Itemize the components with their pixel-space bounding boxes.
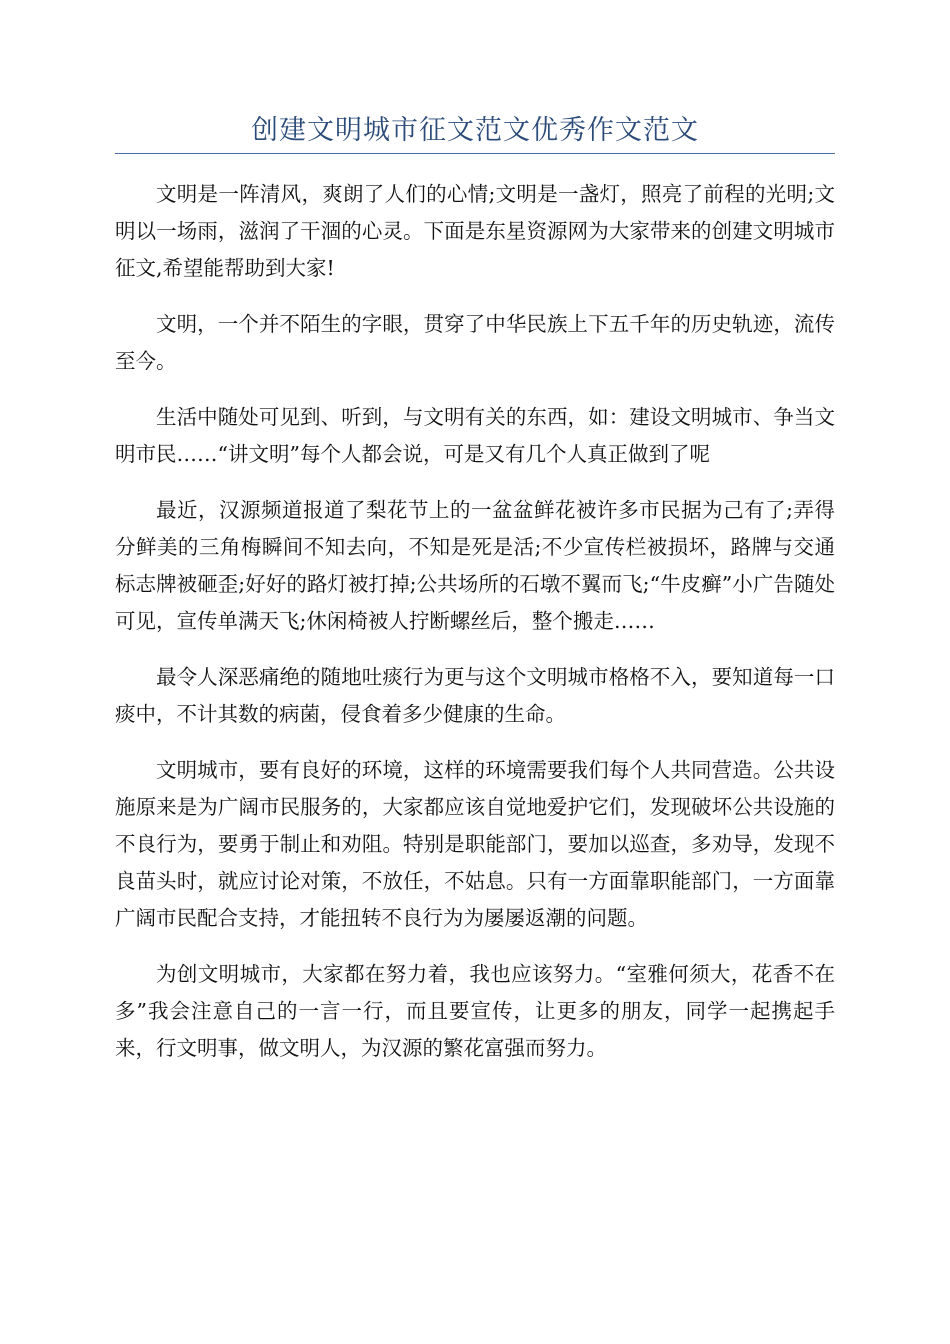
paragraph: 最近，汉源频道报道了梨花节上的一盆盆鲜花被许多市民据为己有了;弄得分鲜美的三角梅瞬间不知去向，不知是死是活;不少宣传栏被损坏，路牌与交通标志牌被砸歪;好好的路灯被打掉;公共场所的石墩不翼而飞;“牛皮癣”小广告随处可见，宣传单满天飞;休闲椅被人拧断螺丝后，整个搬走…… — [115, 498, 835, 633]
document-title: 创建文明城市征文范文优秀作文范文 — [251, 115, 699, 146]
paragraph: 最令人深恶痛绝的随地吐痰行为更与这个文明城市格格不入，要知道每一口痰中，不计其数的病菌，侵食着多少健康的生命。 — [115, 665, 835, 726]
title-underline — [115, 153, 835, 154]
paragraph: 文明城市，要有良好的环境，这样的环境需要我们每个人共同营造。公共设施原来是为广阔市民服务的，大家都应该自觉地爱护它们，发现破坏公共设施的不良行为，要勇于制止和劝阻。特别是职能部门，要加以巡查，多劝导，发现不良苗头时，就应讨论对策，不放任，不姑息。只有一方面靠职能部门，一方面靠广阔市民配合支持，才能扭转不良行为为屡屡返潮的问题。 — [115, 758, 835, 930]
paragraph: 为创文明城市，大家都在努力着，我也应该努力。“室雅何须大，花香不在多”我会注意自己的一言一行，而且要宣传，让更多的朋友，同学一起携起手来，行文明事，做文明人，为汉源的繁花富强而努力。 — [115, 962, 835, 1060]
document-body — [115, 176, 835, 1086]
paragraph: 生活中随处可见到、听到，与文明有关的东西，如：建设文明城市、争当文明市民……“讲文明”每个人都会说，可是又有几个人真正做到了呢 — [115, 405, 835, 466]
paragraph: 文明，一个并不陌生的字眼，贯穿了中华民族上下五千年的历史轨迹，流传至今。 — [115, 312, 835, 373]
paragraph: 文明是一阵清风，爽朗了人们的心情;文明是一盏灯，照亮了前程的光明;文明以一场雨，滋润了干涸的心灵。下面是东星资源网为大家带来的创建文明城市征文,希望能帮助到大家! — [115, 182, 835, 280]
